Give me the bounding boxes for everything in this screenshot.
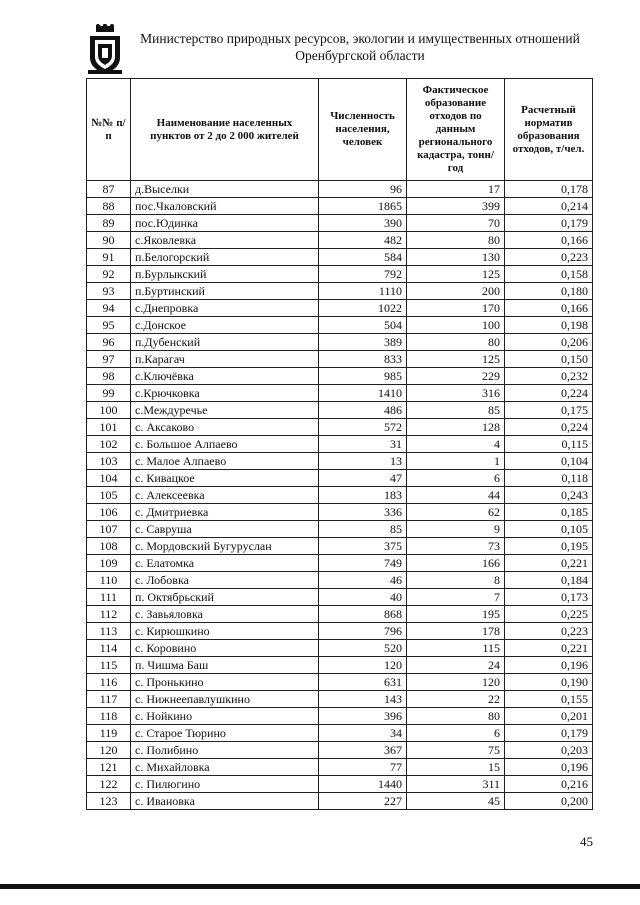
norm-value: 0,223 [505, 249, 593, 266]
table-row [87, 368, 593, 385]
population-value: 631 [319, 674, 407, 691]
settlement-name: с. Малое Алпаево [131, 453, 319, 470]
waste-value: 80 [407, 232, 505, 249]
norm-value: 0,196 [505, 657, 593, 674]
settlement-name: с. Кивацкое [131, 470, 319, 487]
settlement-name: п. Октябрьский [131, 589, 319, 606]
norm-value: 0,150 [505, 351, 593, 368]
settlement-name: с. Нойкино [131, 708, 319, 725]
waste-value: 75 [407, 742, 505, 759]
table-row [87, 317, 593, 334]
population-value: 390 [319, 215, 407, 232]
table-row [87, 759, 593, 776]
norm-value: 0,195 [505, 538, 593, 555]
settlement-name: с. Ивановка [131, 793, 319, 810]
table-row [87, 521, 593, 538]
row-number: 91 [87, 249, 131, 266]
table-row [87, 555, 593, 572]
table-row [87, 300, 593, 317]
table-row [87, 232, 593, 249]
norm-value: 0,224 [505, 419, 593, 436]
table-row [87, 487, 593, 504]
bottom-rule [0, 884, 640, 889]
row-number: 107 [87, 521, 131, 538]
waste-value: 229 [407, 368, 505, 385]
waste-value: 80 [407, 708, 505, 725]
waste-value: 4 [407, 436, 505, 453]
waste-value: 316 [407, 385, 505, 402]
settlement-name: с. Кирюшкино [131, 623, 319, 640]
waste-value: 6 [407, 470, 505, 487]
row-number: 102 [87, 436, 131, 453]
waste-value: 128 [407, 419, 505, 436]
settlement-name: с. Аксаково [131, 419, 319, 436]
coat-of-arms-icon [86, 24, 124, 76]
waste-value: 311 [407, 776, 505, 793]
population-value: 396 [319, 708, 407, 725]
waste-value: 62 [407, 504, 505, 521]
row-number: 100 [87, 402, 131, 419]
population-value: 1022 [319, 300, 407, 317]
population-value: 792 [319, 266, 407, 283]
settlement-name: с.Донское [131, 317, 319, 334]
settlement-name: п.Белогорский [131, 249, 319, 266]
settlement-name: пос.Юдинка [131, 215, 319, 232]
table-row [87, 606, 593, 623]
col-header-norm: Расчетный норматив образования отходов, т/чел. [505, 79, 593, 181]
table-row [87, 640, 593, 657]
waste-value: 45 [407, 793, 505, 810]
settlement-name: с. Пилюгино [131, 776, 319, 793]
norm-value: 0,243 [505, 487, 593, 504]
norm-value: 0,221 [505, 555, 593, 572]
waste-value: 120 [407, 674, 505, 691]
table-row [87, 385, 593, 402]
waste-value: 85 [407, 402, 505, 419]
settlement-name: с. Лобовка [131, 572, 319, 589]
population-value: 227 [319, 793, 407, 810]
settlement-name: с. Завьяловка [131, 606, 319, 623]
waste-value: 125 [407, 351, 505, 368]
table-row [87, 538, 593, 555]
population-value: 47 [319, 470, 407, 487]
population-value: 367 [319, 742, 407, 759]
col-header-num: №№ п/п [87, 79, 131, 181]
norm-value: 0,216 [505, 776, 593, 793]
norm-value: 0,198 [505, 317, 593, 334]
population-value: 77 [319, 759, 407, 776]
population-value: 833 [319, 351, 407, 368]
settlement-name: п. Чишма Баш [131, 657, 319, 674]
norm-value: 0,201 [505, 708, 593, 725]
waste-value: 17 [407, 181, 505, 198]
settlement-name: с. Михайловка [131, 759, 319, 776]
norm-value: 0,185 [505, 504, 593, 521]
norm-value: 0,166 [505, 232, 593, 249]
population-value: 31 [319, 436, 407, 453]
population-value: 486 [319, 402, 407, 419]
row-number: 101 [87, 419, 131, 436]
population-value: 46 [319, 572, 407, 589]
waste-value: 166 [407, 555, 505, 572]
col-header-population: Численность населения, человек [319, 79, 407, 181]
settlement-name: с. Мордовский Бугуруслан [131, 538, 319, 555]
row-number: 114 [87, 640, 131, 657]
norm-value: 0,173 [505, 589, 593, 606]
waste-value: 200 [407, 283, 505, 300]
col-header-name: Наименование населенных пунктов от 2 до 2 000 жителей [131, 79, 319, 181]
population-value: 389 [319, 334, 407, 351]
table-row [87, 504, 593, 521]
row-number: 104 [87, 470, 131, 487]
table-row [87, 674, 593, 691]
settlement-name: с. Пронькино [131, 674, 319, 691]
table-header-row [87, 79, 593, 181]
table-row [87, 402, 593, 419]
settlement-name: с. Нижнеепавлушкино [131, 691, 319, 708]
settlement-name: с. Большое Алпаево [131, 436, 319, 453]
table-row [87, 776, 593, 793]
population-value: 868 [319, 606, 407, 623]
row-number: 119 [87, 725, 131, 742]
settlement-name: с. Елатомка [131, 555, 319, 572]
waste-value: 22 [407, 691, 505, 708]
table-row [87, 793, 593, 810]
table-row [87, 572, 593, 589]
row-number: 117 [87, 691, 131, 708]
table-row [87, 708, 593, 725]
norm-value: 0,118 [505, 470, 593, 487]
table-row [87, 334, 593, 351]
norm-value: 0,214 [505, 198, 593, 215]
row-number: 122 [87, 776, 131, 793]
waste-norms-table [86, 78, 593, 810]
norm-value: 0,166 [505, 300, 593, 317]
population-value: 143 [319, 691, 407, 708]
population-value: 183 [319, 487, 407, 504]
table-row [87, 181, 593, 198]
table-row [87, 453, 593, 470]
waste-value: 1 [407, 453, 505, 470]
settlement-name: с.Ключёвка [131, 368, 319, 385]
waste-value: 73 [407, 538, 505, 555]
row-number: 95 [87, 317, 131, 334]
waste-value: 9 [407, 521, 505, 538]
norm-value: 0,184 [505, 572, 593, 589]
norm-value: 0,104 [505, 453, 593, 470]
row-number: 106 [87, 504, 131, 521]
row-number: 103 [87, 453, 131, 470]
population-value: 34 [319, 725, 407, 742]
waste-value: 44 [407, 487, 505, 504]
row-number: 98 [87, 368, 131, 385]
norm-value: 0,179 [505, 725, 593, 742]
population-value: 482 [319, 232, 407, 249]
population-value: 96 [319, 181, 407, 198]
settlement-name: п.Буртинский [131, 283, 319, 300]
table-row [87, 215, 593, 232]
waste-value: 15 [407, 759, 505, 776]
population-value: 120 [319, 657, 407, 674]
waste-value: 6 [407, 725, 505, 742]
waste-value: 399 [407, 198, 505, 215]
waste-value: 178 [407, 623, 505, 640]
waste-value: 24 [407, 657, 505, 674]
waste-value: 80 [407, 334, 505, 351]
row-number: 99 [87, 385, 131, 402]
table-row [87, 198, 593, 215]
waste-value: 125 [407, 266, 505, 283]
norm-value: 0,179 [505, 215, 593, 232]
norm-value: 0,232 [505, 368, 593, 385]
ministry-name: Министерство природных ресурсов, экологии и имущественных отношений [140, 31, 580, 46]
table-row [87, 436, 593, 453]
settlement-name: п.Карагач [131, 351, 319, 368]
row-number: 93 [87, 283, 131, 300]
row-number: 115 [87, 657, 131, 674]
settlement-name: с. Старое Тюрино [131, 725, 319, 742]
row-number: 96 [87, 334, 131, 351]
row-number: 94 [87, 300, 131, 317]
norm-value: 0,105 [505, 521, 593, 538]
settlement-name: пос.Чкаловский [131, 198, 319, 215]
waste-value: 115 [407, 640, 505, 657]
table-row [87, 351, 593, 368]
row-number: 120 [87, 742, 131, 759]
norm-value: 0,221 [505, 640, 593, 657]
row-number: 109 [87, 555, 131, 572]
row-number: 118 [87, 708, 131, 725]
settlement-name: д.Выселки [131, 181, 319, 198]
norm-value: 0,155 [505, 691, 593, 708]
region-name: Оренбургской области [295, 48, 425, 63]
row-number: 108 [87, 538, 131, 555]
norm-value: 0,158 [505, 266, 593, 283]
population-value: 584 [319, 249, 407, 266]
row-number: 89 [87, 215, 131, 232]
norm-value: 0,115 [505, 436, 593, 453]
norm-value: 0,200 [505, 793, 593, 810]
waste-value: 100 [407, 317, 505, 334]
row-number: 113 [87, 623, 131, 640]
norm-value: 0,178 [505, 181, 593, 198]
settlement-name: с.Днепровка [131, 300, 319, 317]
settlement-name: п.Дубенский [131, 334, 319, 351]
population-value: 13 [319, 453, 407, 470]
settlement-name: с. Савруша [131, 521, 319, 538]
col-header-waste: Фактическое образование отходов по данным регионального кадастра, тонн/год [407, 79, 505, 181]
row-number: 92 [87, 266, 131, 283]
row-number: 90 [87, 232, 131, 249]
table-row [87, 266, 593, 283]
table-row [87, 691, 593, 708]
table-row [87, 283, 593, 300]
settlement-name: с. Полибино [131, 742, 319, 759]
population-value: 1110 [319, 283, 407, 300]
settlement-name: с.Крючковка [131, 385, 319, 402]
page-number: 45 [580, 834, 593, 849]
norm-value: 0,190 [505, 674, 593, 691]
row-number: 105 [87, 487, 131, 504]
population-value: 1865 [319, 198, 407, 215]
waste-value: 130 [407, 249, 505, 266]
table-row [87, 419, 593, 436]
population-value: 504 [319, 317, 407, 334]
row-number: 112 [87, 606, 131, 623]
table-row [87, 589, 593, 606]
norm-value: 0,206 [505, 334, 593, 351]
population-value: 520 [319, 640, 407, 657]
norm-value: 0,196 [505, 759, 593, 776]
waste-value: 8 [407, 572, 505, 589]
settlement-name: с. Дмитриевка [131, 504, 319, 521]
settlement-name: с.Междуречье [131, 402, 319, 419]
row-number: 116 [87, 674, 131, 691]
waste-value: 195 [407, 606, 505, 623]
norm-value: 0,175 [505, 402, 593, 419]
document-header [130, 30, 590, 64]
row-number: 111 [87, 589, 131, 606]
population-value: 749 [319, 555, 407, 572]
row-number: 110 [87, 572, 131, 589]
settlement-name: с. Коровино [131, 640, 319, 657]
waste-value: 170 [407, 300, 505, 317]
population-value: 375 [319, 538, 407, 555]
row-number: 97 [87, 351, 131, 368]
waste-value: 70 [407, 215, 505, 232]
population-value: 85 [319, 521, 407, 538]
norm-value: 0,203 [505, 742, 593, 759]
norm-value: 0,224 [505, 385, 593, 402]
population-value: 1440 [319, 776, 407, 793]
population-value: 1410 [319, 385, 407, 402]
population-value: 572 [319, 419, 407, 436]
norm-value: 0,223 [505, 623, 593, 640]
waste-value: 7 [407, 589, 505, 606]
row-number: 121 [87, 759, 131, 776]
row-number: 123 [87, 793, 131, 810]
table-row [87, 470, 593, 487]
norm-value: 0,225 [505, 606, 593, 623]
table-row [87, 742, 593, 759]
population-value: 985 [319, 368, 407, 385]
settlement-name: п.Бурлыкский [131, 266, 319, 283]
row-number: 88 [87, 198, 131, 215]
table-row [87, 725, 593, 742]
row-number: 87 [87, 181, 131, 198]
table-row [87, 623, 593, 640]
norm-value: 0,180 [505, 283, 593, 300]
table-row [87, 657, 593, 674]
settlement-name: с.Яковлевка [131, 232, 319, 249]
table-row [87, 249, 593, 266]
population-value: 336 [319, 504, 407, 521]
population-value: 796 [319, 623, 407, 640]
settlement-name: с. Алексеевка [131, 487, 319, 504]
population-value: 40 [319, 589, 407, 606]
